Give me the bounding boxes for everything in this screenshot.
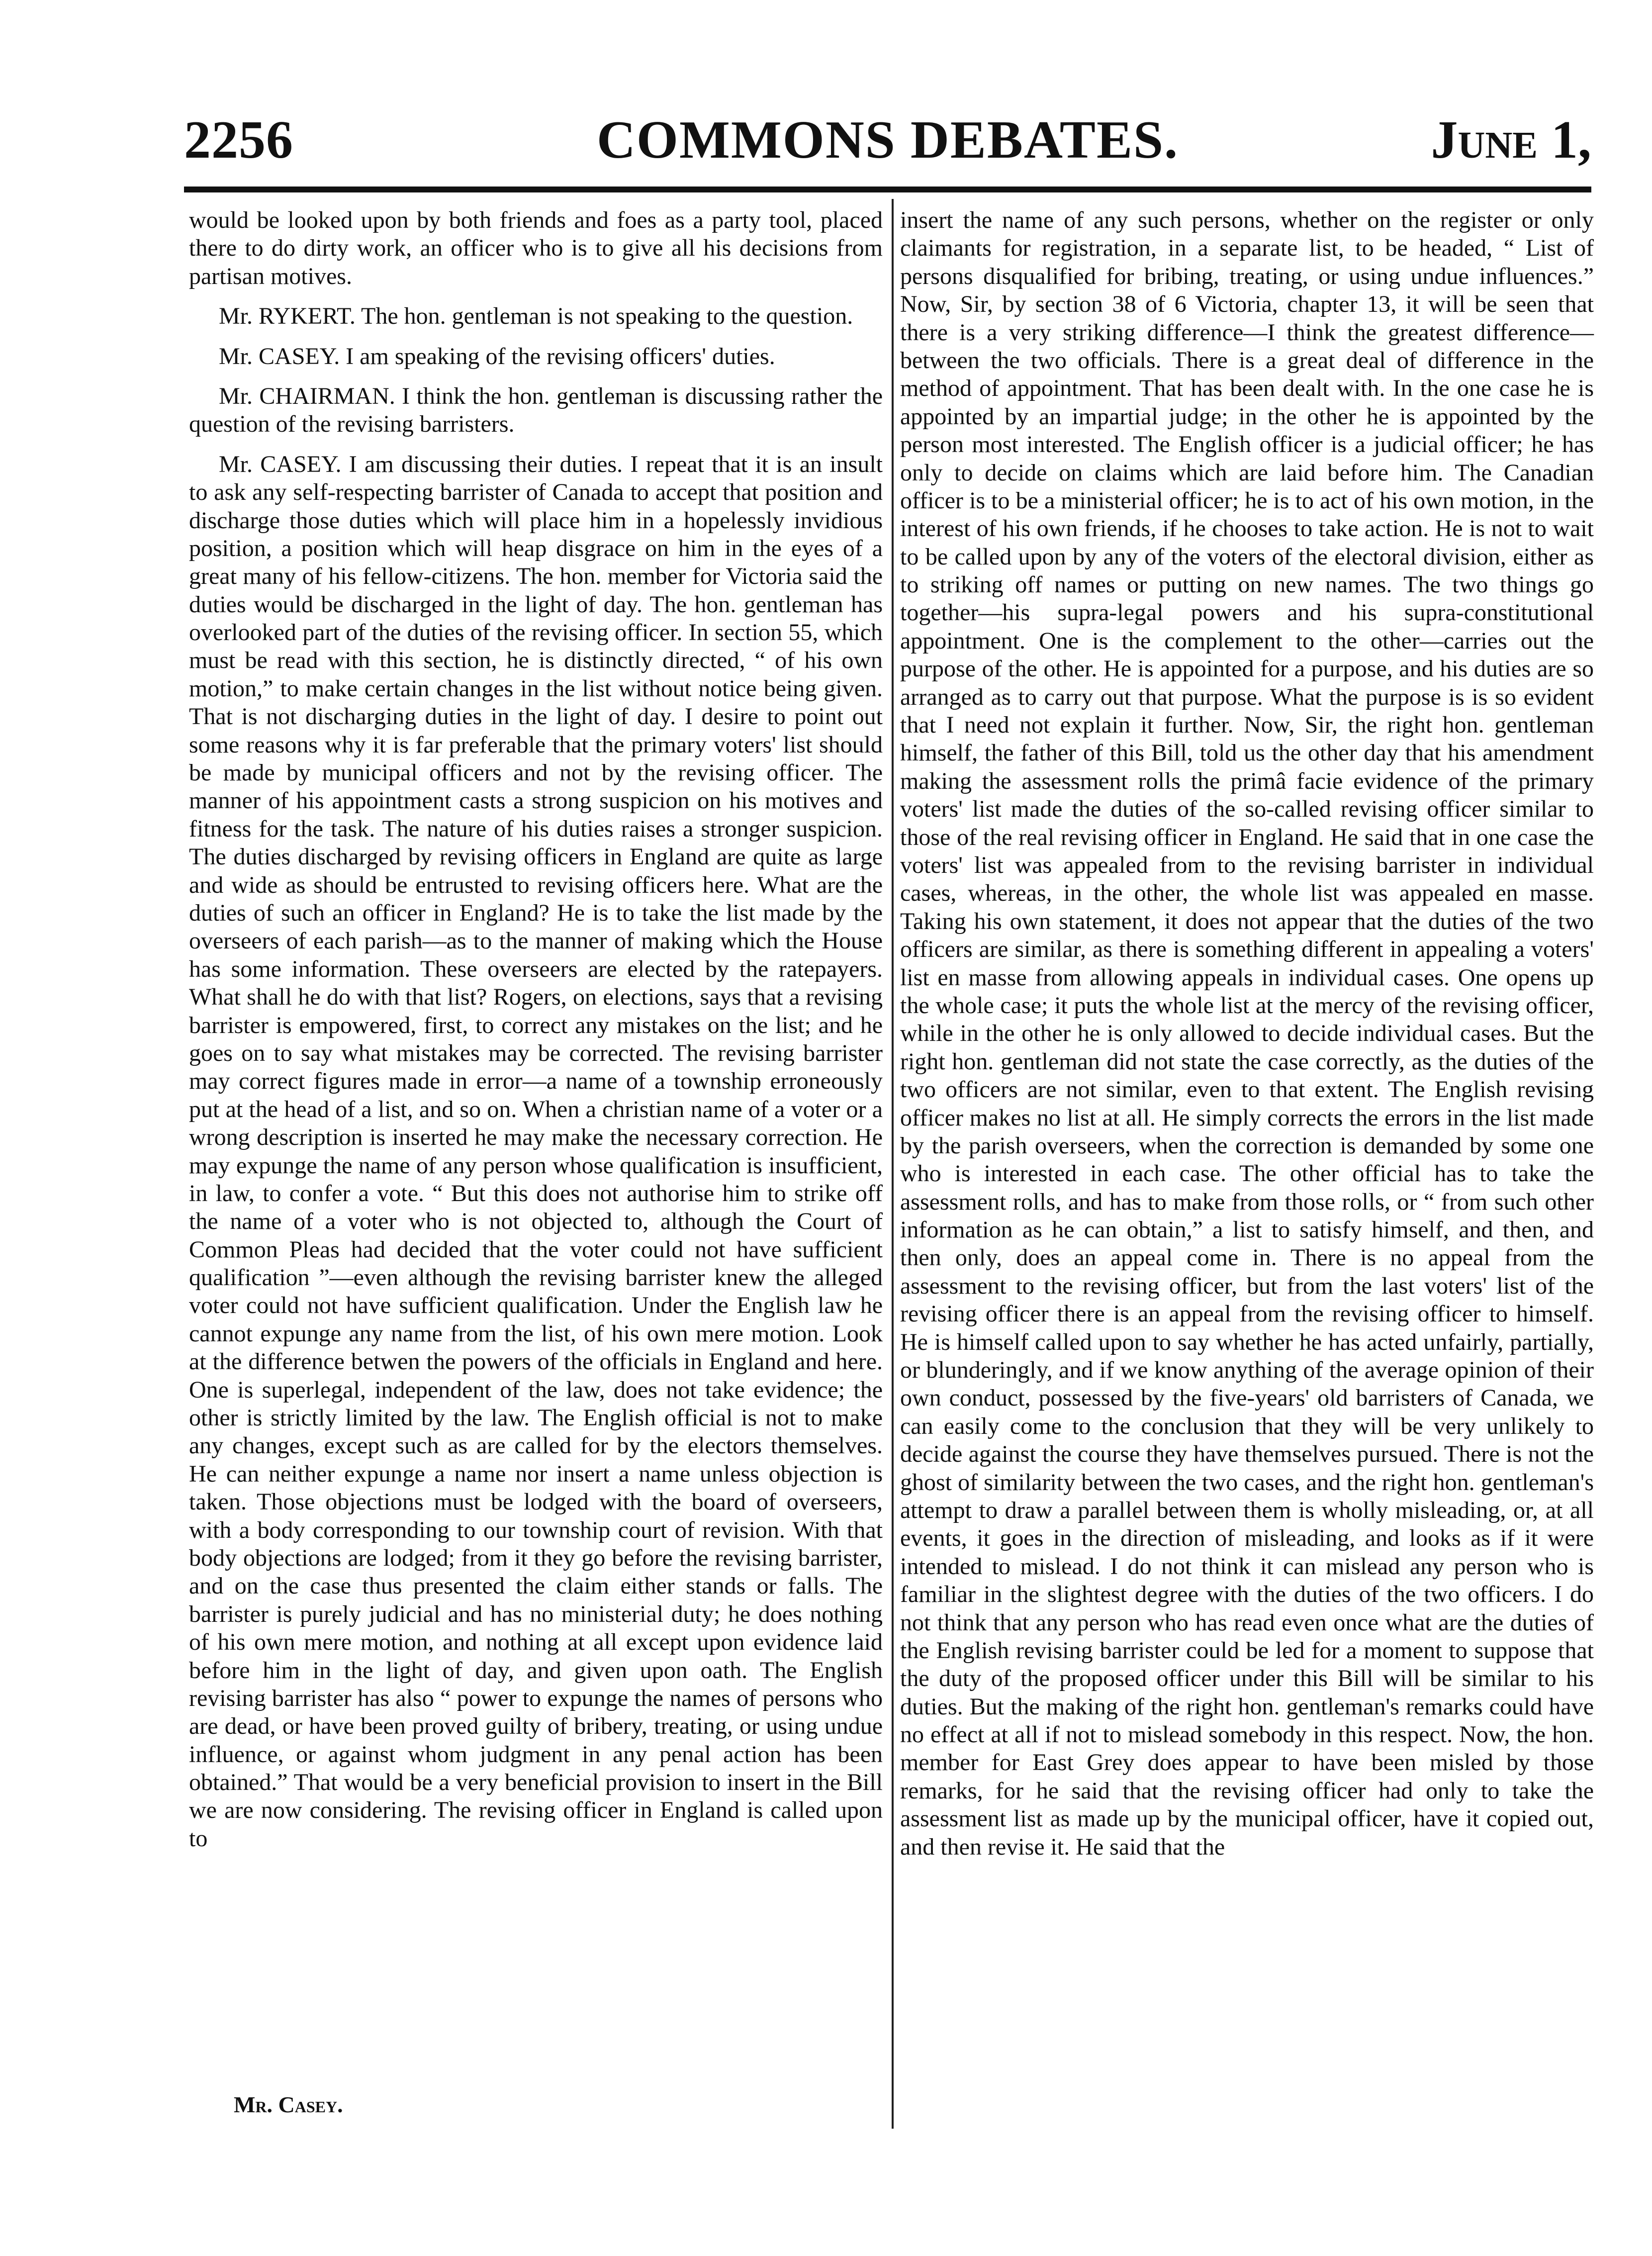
header-rule: [184, 187, 1591, 192]
page-date: June 1,: [1431, 110, 1591, 170]
paragraph: would be looked upon by both friends and foes as a party tool, placed there to do dirty work, an officer who is to give all his decisions from partisan motives.: [189, 207, 883, 289]
left-column: [189, 206, 883, 1865]
paragraph: insert the name of any such persons, whether on the register or only claimants for registration, in a separate list, to be headed, “ List of persons disqualified for bribing, treating, or using undue influences.” Now, Sir, by section 38 of 6 Victoria, chapter 13, it will be seen that there is a very striking difference—I think the greatest difference—between the two officials. There is a great deal of difference in the method of appointment. That has been dealt with. In the one case he is appointed by an impartial judge; in the other he is appointed by the person most interested. The English officer is a judicial officer; he has only to decide on claims which are laid before him. The Canadian officer is to be a ministerial officer; he is to act of his own motion, in the interest of his own friends, if he chooses to take action. He is not to wait to be called upon by any of the voters of the electoral division, either as to striking off names or putting on new names. The two things go together—his supra-legal powers and his supra-constitutional appointment. One is the complement to the other—carries out the purpose of the other. He is appointed for a purpose, and his duties are so arranged as to carry out that purpose. What the purpose is is so evident that I need not explain it further. Now, Sir, the right hon. gentleman himself, the father of this Bill, told us the other day that his amendment making the assessment rolls the primâ facie evidence of the primary voters' list made the duties of the so-called revising officer similar to those of the real revising officer in England. He said that in one case the voters' list was appealed from to the revising barrister in individual cases, whereas, in the other, the whole list was appealed en masse. Taking his own statement, it does not appear that the duties of the two officers are similar, as there is something different in appealing a voters' list en masse from allowing appeals in individual cases. One opens up the whole case; it puts the whole list at the mercy of the revising officer, while in the other he is only allowed to decide individual cases. But the right hon. gentleman did not state the case correctly, as the duties of the two officers are not similar, even to that extent. The English revising officer makes no list at all. He simply corrects the errors in the list made by the parish overseers, when the correction is demanded by some one who is interested in each case. The other official has to take the assessment rolls, and has to make from those rolls, or “ from such other information as he can obtain,” a list to satisfy himself, and then, and then only, does an appeal come in. There is no appeal from the assessment to the revising officer, but from the last voters' list of the revising officer there is an appeal from the revising officer to himself. He is himself called upon to say whether he has acted unfairly, partially, or blunderingly, and if we know anything of the average opinion of their own conduct, possessed by the five-years' old barristers of Canada, we can easily come to the conclusion that they will be very unlikely to decide against the course they have themselves pursued. There is not the ghost of similarity between the two cases, and the right hon. gentleman's attempt to draw a parallel between them is wholly misleading, or, at all events, it goes in the direction of misleading, and looks as if it were intended to mislead. I do not think it can mislead any person who is familiar in the slightest degree with the duties of the two officers. I do not think that any person who has read even once what are the duties of the English revising barrister could be led for a moment to suppose that the duty of the proposed officer under this Bill will be similar to his duties. But the making of the right hon. gentleman's remarks could have no effect at all if not to mislead somebody in this respect. Now, the hon. member for East Grey does appear to have been misled by those remarks, for he said that the revising officer had only to take the assessment list as made up by the municipal officer, have it copied out, and then revise it. He said that the: [900, 207, 1594, 1860]
page-number: 2256: [184, 110, 293, 170]
column-divider: [892, 199, 894, 2129]
page-header: [184, 109, 1591, 189]
paragraph: Mr. CHAIRMAN. I think the hon. gentleman is discussing rather the question of the revising barristers.: [189, 382, 883, 438]
paragraph: Mr. CASEY. I am discussing their duties. I repeat that it is an insult to ask any self-respecting barrister of Canada to accept that position and discharge those duties which will place him in a hopelessly invidious position, a position which will heap disgrace on him in the eyes of a great many of his fellow-citizens. The hon. member for Victoria said the duties would be discharged in the light of day. The hon. gentleman has overlooked part of the duties of the revising officer. In section 55, which must be read with this section, he is distinctly directed, “ of his own motion,” to make certain changes in the list without notice being given. That is not discharging duties in the light of day. I desire to point out some reasons why it is far preferable that the primary voters' list should be made by municipal officers and not by the revising officer. The manner of his appointment casts a strong suspicion on his motives and fitness for the task. The nature of his duties raises a stronger suspicion. The duties discharged by revising officers in England are quite as large and wide as should be entrusted to revising officers here. What are the duties of such an officer in England? He is to take the list made by the overseers of each parish—as to the manner of making which the House has some information. These overseers are elected by the ratepayers. What shall he do with that list? Rogers, on elections, says that a revising barrister is empowered, first, to correct any mistakes on the list; and he goes on to say what mistakes may be corrected. The revising barrister may correct figures made in error—a name of a township erroneously put at the head of a list, and so on. When a christian name of a voter or a wrong description is inserted he may make the necessary correction. He may expunge the name of any person whose qualification is insufficient, in law, to confer a vote. “ But this does not authorise him to strike off the name of a voter who is not objected to, although the Court of Common Pleas had decided that the voter could not have sufficient qualification ”—even although the revising barrister knew the alleged voter could not have sufficient qualification. Under the English law he cannot expunge any name from the list, of his own mere motion. Look at the difference betwen the powers of the officials in England and here. One is superlegal, independent of the law, does not take evidence; the other is strictly limited by the law. The English official is not to make any changes, except such as are called for by the electors themselves. He can neither expunge a name nor insert a name unless objection is taken. Those objections must be lodged with the board of overseers, with a body corresponding to our township court of revision. With that body objections are lodged; from it they go before the revising barrister, and on the case thus presented the claim either stands or falls. The barrister is purely judicial and has no ministerial duty; he does nothing of his own mere motion, and nothing at all except upon evidence laid before him in the light of day, and given upon oath. The English revising barrister has also “ power to expunge the names of persons who are dead, or have been proved guilty of bribery, treating, or using undue influence, or against whom judgment in any penal action has been obtained.” That would be a very beneficial provision to insert in the Bill we are now considering. The revising officer in England is called upon to: [189, 451, 883, 1852]
paragraph: Mr. RYKERT. The hon. gentleman is not speaking to the question.: [219, 303, 853, 330]
footer-speaker: Mr. Casey.: [234, 2092, 343, 2117]
running-title: COMMONS DEBATES.: [596, 110, 1179, 170]
right-column: [900, 206, 1594, 1873]
paragraph: Mr. CASEY. I am speaking of the revising officers' duties.: [219, 343, 775, 370]
